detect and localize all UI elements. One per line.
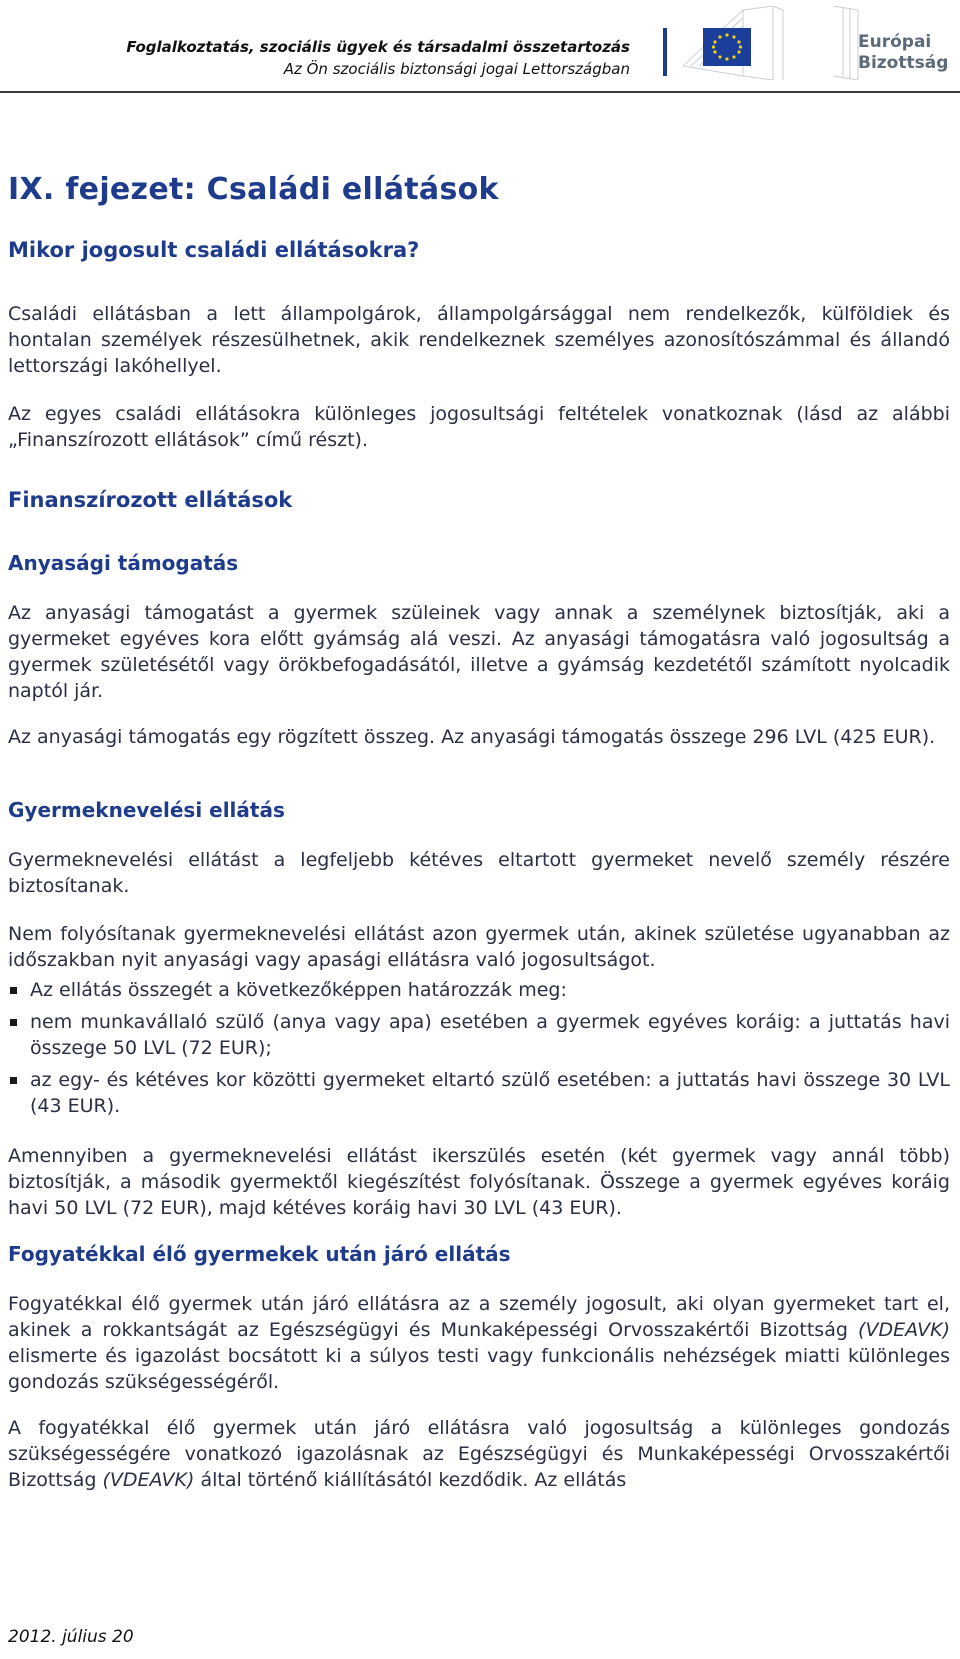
bullet-marker	[10, 1077, 17, 1084]
abbreviation: (VDEAVK)	[858, 1319, 950, 1341]
logo-line-2: Bizottság	[858, 53, 949, 73]
paragraph: Amennyiben a gyermeknevelési ellátást ikerszülés esetén (két gyermek vagy annál több) biztosítják, a második gyermektől kiegészítést folyósítanak. Összege a gyermek egyéves koráig havi 50 LVL (72 EUR), majd kétéves koráig havi 30 LVL (43 EUR).	[8, 1145, 950, 1219]
header-divider	[663, 28, 667, 76]
header-line-2: Az Ön szociális biztonsági jogai Lettországban	[283, 60, 630, 78]
logo-text	[858, 32, 948, 74]
list-item	[8, 977, 950, 1003]
subheading-maternity: Anyasági támogatás	[8, 551, 239, 575]
list-item-text: nem munkavállaló szülő (anya vagy apa) esetében a gyermek egyéves koráig: a juttatás havi összege 50 LVL (72 EUR);	[30, 1011, 950, 1059]
abbreviation: (VDEAVK)	[102, 1469, 195, 1491]
list-item-text: az egy- és kétéves kor közötti gyermeket eltartó szülő esetében: a juttatás havi összege 30 LVL (43 EUR).	[30, 1069, 950, 1117]
paragraph-text: elismerte és igazolást bocsátott ki a súlyos testi vagy funkcionális nehézségek miatti különleges gondozás szükségességéről.	[8, 1345, 950, 1393]
paragraph: Az egyes családi ellátásokra különleges jogosultsági feltételek vonatkoznak (lásd az alábbi „Finanszírozott ellátások” című részt).	[8, 403, 950, 451]
section-heading-financed-benefits: Finanszírozott ellátások	[8, 488, 293, 512]
header-rule	[0, 91, 960, 93]
paragraph-text: A fogyatékkal élő gyermek után járó ellátásra való jogosultság a különleges gondozás szükségességére vonatkozó igazolásnak az Egészségügyi és Munkaképességi Orvosszakértői Bizottság	[8, 1417, 950, 1491]
benefit-amount-list	[8, 977, 950, 1125]
paragraph: Gyermeknevelési ellátást a legfeljebb kétéves eltartott gyermeket nevelő személy részére biztosítanak.	[8, 849, 950, 897]
bullet-marker	[10, 1019, 17, 1026]
paragraph: Nem folyósítanak gyermeknevelési ellátást azon gyermek után, akinek születése ugyanabban az időszakban nyit anyasági vagy apasági ellátásra való jogosultságot.	[8, 923, 950, 971]
paragraph	[8, 1291, 950, 1395]
footer-date: 2012. július 20	[8, 1627, 134, 1647]
paragraph: Családi ellátásban a lett állampolgárok, állampolgársággal nem rendelkezők, külföldiek és hontalan személyek részesülhetnek, akik rendelkeznek személyes azonosítószámmal és állandó lettországi lakóhellyel.	[8, 303, 950, 377]
paragraph-text: által történő kiállításától kezdődik. Az ellátás	[194, 1469, 627, 1491]
logo-line-1: Európai	[858, 32, 932, 52]
list-item	[8, 1067, 950, 1119]
paragraph: Az anyasági támogatást a gyermek szüleinek vagy annak a személynek biztosítják, aki a gyermeket egyéves kora előtt gyámság alá veszi. Az anyasági támogatásra való jogosultság a gyermek születésétől vagy örökbefogadásától, illetve a gyámság kezdetétől számított nyolcadik naptól jár.	[8, 602, 950, 702]
subheading-disabled-children: Fogyatékkal élő gyermekek után járó ellátás	[8, 1242, 511, 1266]
section-heading-eligibility: Mikor jogosult családi ellátásokra?	[8, 238, 420, 262]
paragraph	[8, 1415, 950, 1493]
list-item	[8, 1009, 950, 1061]
header-line-1: Foglalkoztatás, szociális ügyek és társadalmi összetartozás	[126, 38, 630, 56]
chapter-title: IX. fejezet: Családi ellátások	[8, 172, 499, 207]
paragraph-text: Fogyatékkal élő gyermek után járó ellátásra az a személy jogosult, aki olyan gyermeket tart el, akinek a rokkantságát az Egészségügyi és Munkaképességi Orvosszakértői Bizottság	[8, 1293, 950, 1341]
subheading-childcare: Gyermeknevelési ellátás	[8, 798, 285, 822]
list-item-text: Az ellátás összegét a következőképpen határozzák meg:	[30, 979, 567, 1001]
bullet-marker	[10, 987, 17, 994]
paragraph: Az anyasági támogatás egy rögzített összeg. Az anyasági támogatás összege 296 LVL (425 EUR).	[8, 726, 936, 748]
page-header	[0, 0, 960, 93]
header-text	[126, 36, 630, 80]
